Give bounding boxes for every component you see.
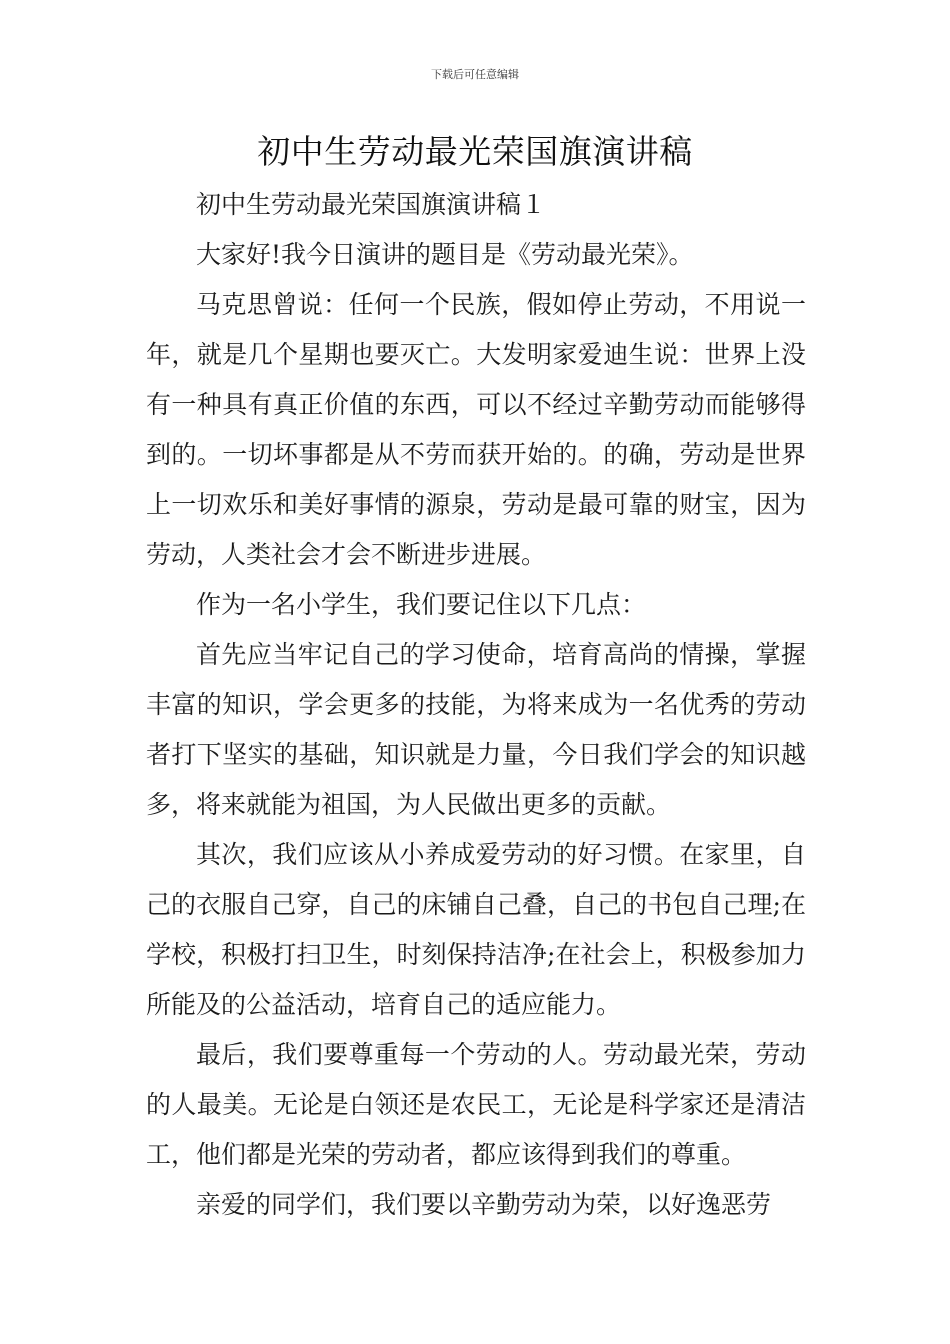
paragraph-third-point: 最后，我们要尊重每一个劳动的人。劳动最光荣，劳动的人最美。无论是白领还是农民工，无论是科学家还是清洁工，他们都是光荣的劳动者，都应该得到我们的尊重。 (146, 1040, 806, 1169)
paragraph-closing: 亲爱的同学们，我们要以辛勤劳动为荣，以好逸恶劳 (196, 1190, 772, 1219)
paragraph-second-point: 其次，我们应该从小养成爱劳动的好习惯。在家里，自己的衣服自己穿，自己的床铺自己叠，自己的书包自己理;在学校，积极打扫卫生，时刻保持洁净;在社会上，积极参加力所能及的公益活动，培育自己的适应能力。 (146, 840, 806, 1019)
document-body (146, 180, 806, 1230)
paragraph-first-point: 首先应当牢记自己的学习使命，培育高尚的情操，掌握丰富的知识，学会更多的技能，为将来成为一名优秀的劳动者打下坚实的基础，知识就是力量，今日我们学会的知识越多，将来就能为祖国，为人民做出更多的贡献。 (146, 640, 806, 819)
subtitle-paragraph: 初中生劳动最光荣国旗演讲稿１ (196, 190, 547, 219)
paragraph-greeting: 大家好!我今日演讲的题目是《劳动最光荣》。 (196, 240, 694, 269)
header-note: 下载后可任意编辑 (431, 68, 519, 81)
document-title: 初中生劳动最光荣国旗演讲稿 (257, 132, 693, 171)
paragraph-points-intro: 作为一名小学生，我们要记住以下几点： (196, 590, 647, 619)
paragraph-quote: 马克思曾说：任何一个民族，假如停止劳动，不用说一年，就是几个星期也要灭亡。大发明家爱迪生说：世界上没有一种具有真正价值的东西，可以不经过辛勤劳动而能够得到的。一切坏事都是从不劳而获开始的。的确，劳动是世界上一切欢乐和美好事情的源泉，劳动是最可靠的财宝，因为劳动，人类社会才会不断进步进展。 (146, 290, 806, 569)
